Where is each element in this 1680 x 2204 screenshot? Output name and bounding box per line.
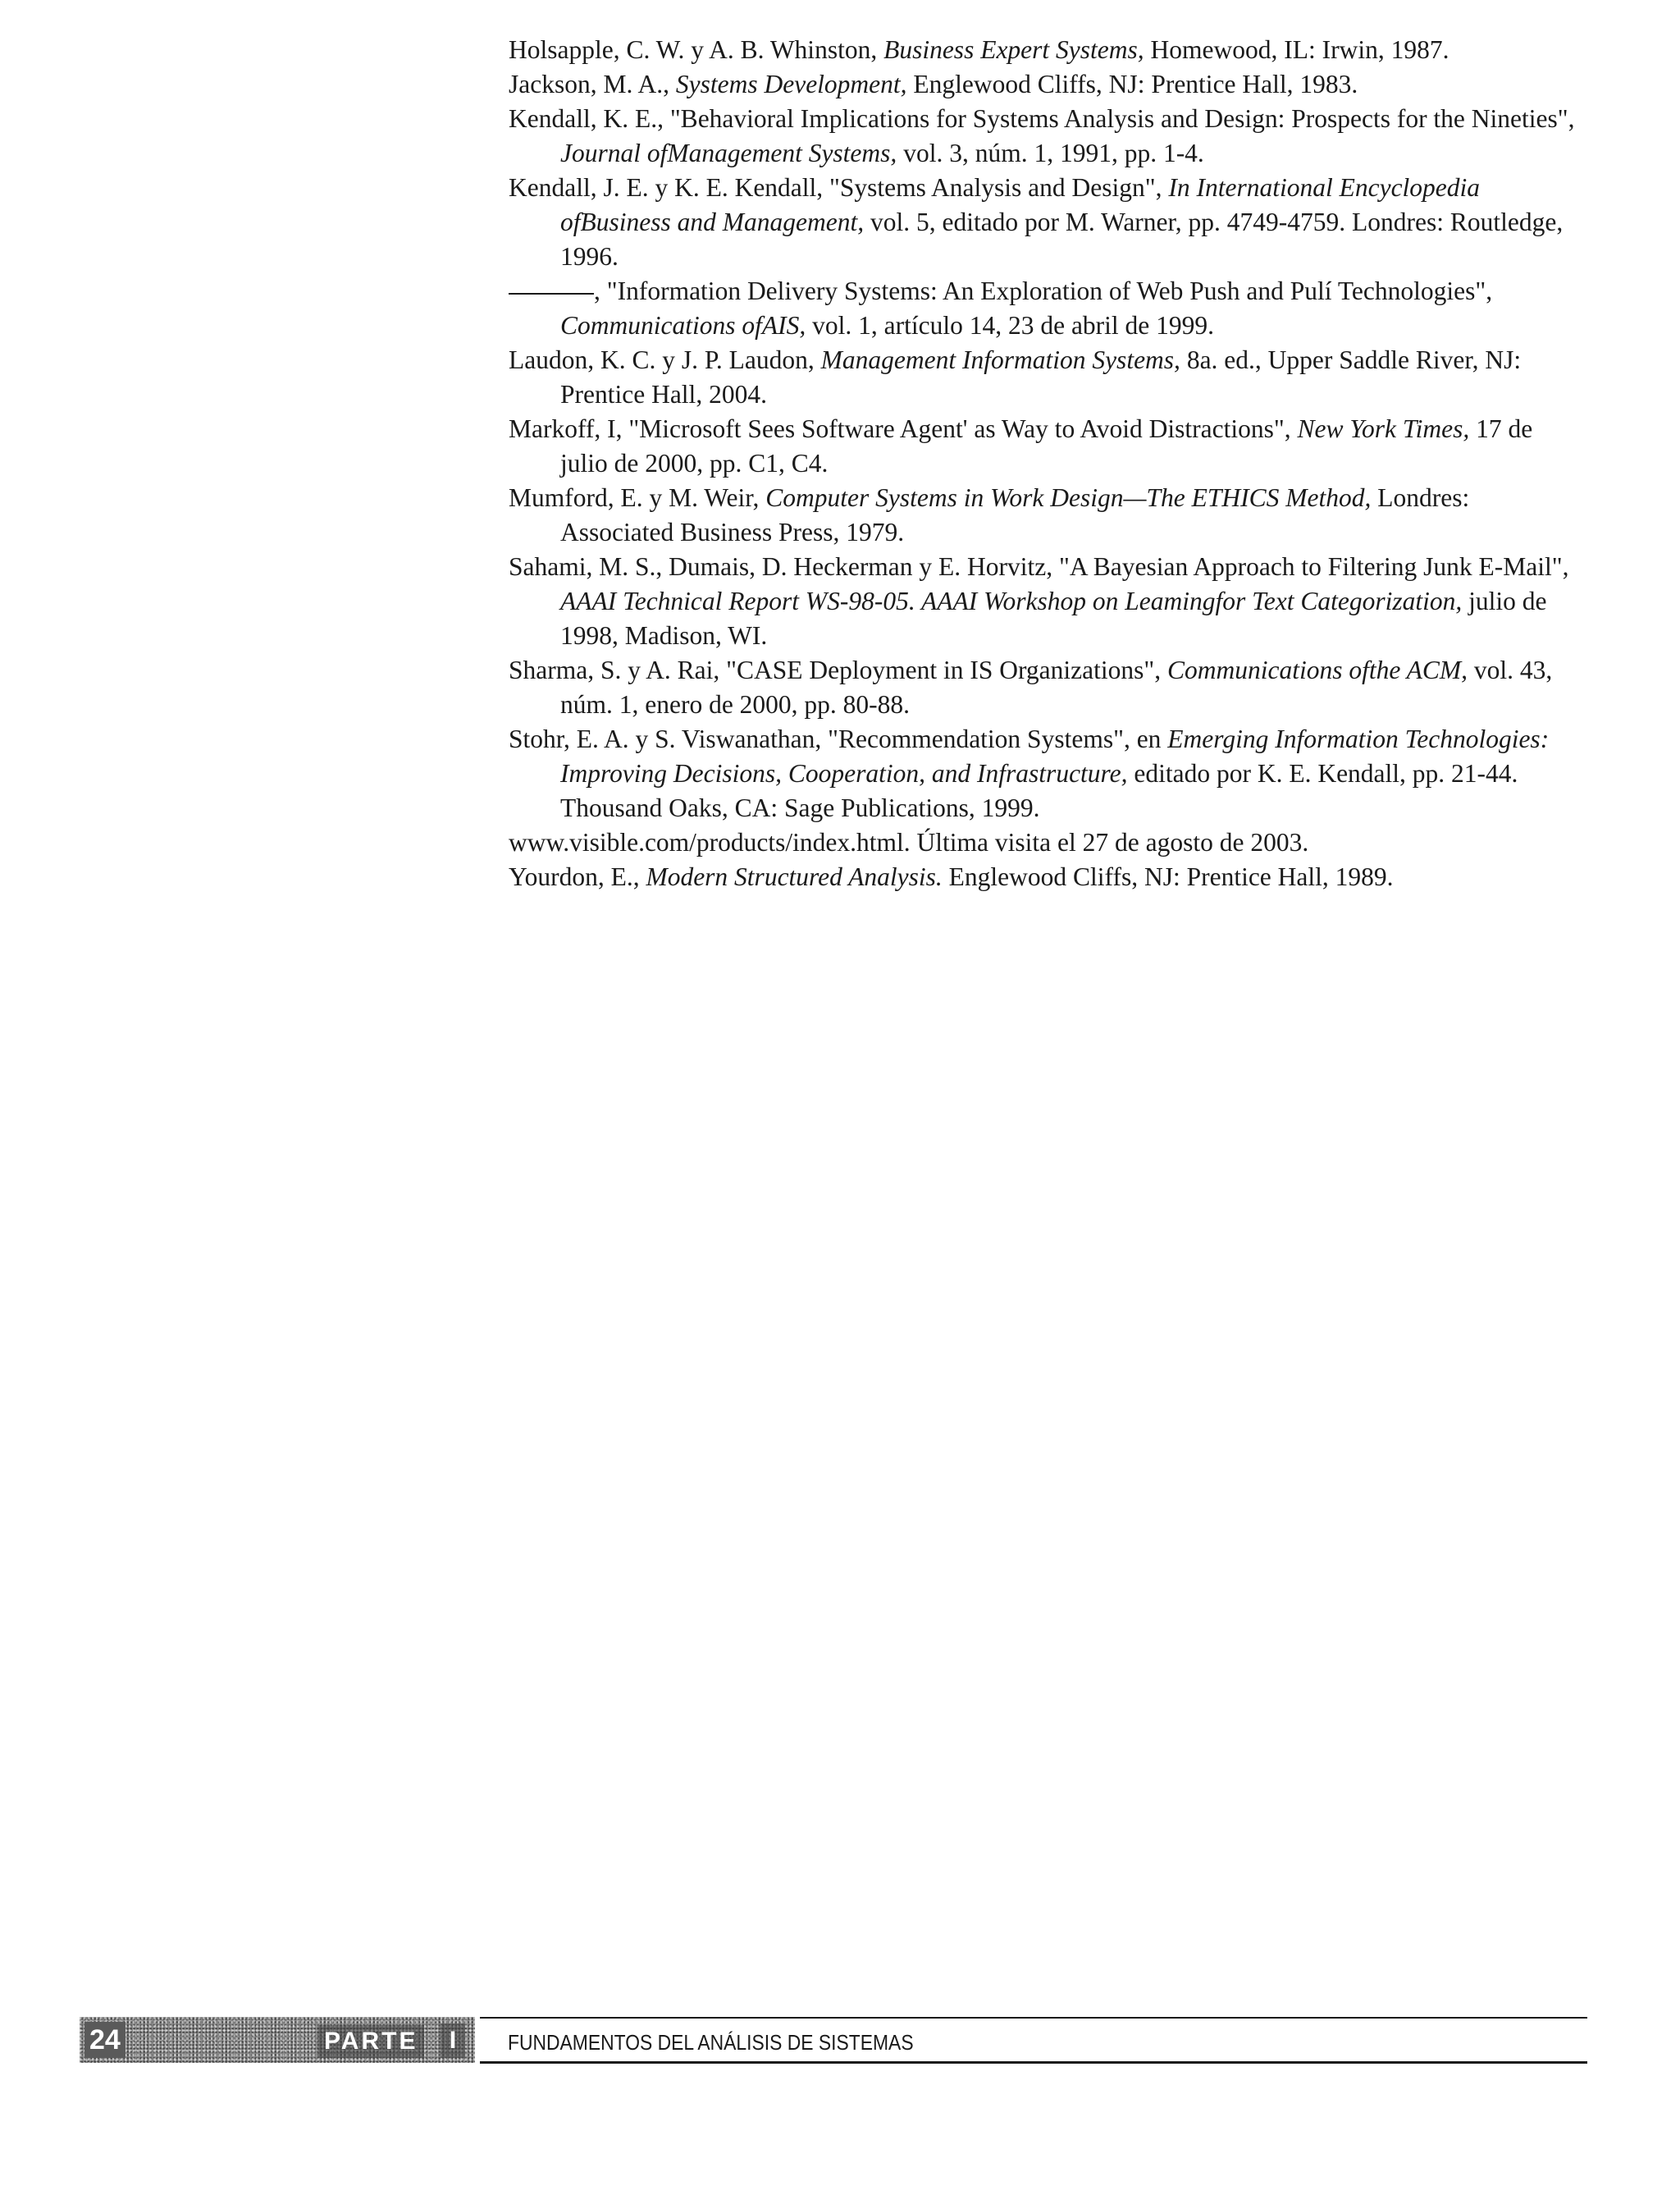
- reference-entry: Sharma, S. y A. Rai, "CASE Deployment in IS Organizations", Communications ofthe ACM, vol. 43, núm. 1, enero de 2000, pp. 80-88.: [509, 656, 1553, 719]
- section-title: FUNDAMENTOS DEL ANÁLISIS DE SISTEMAS: [508, 2030, 914, 2055]
- page-number: 24: [84, 2022, 126, 2058]
- reference-entry: , "Information Delivery Systems: An Exploration of Web Push and Pulí Technologies", Communications ofAIS, vol. 1, artículo 14, 23 de abril de 1999.: [509, 274, 1575, 343]
- reference-entry: Kendall, K. E., "Behavioral Implications for Systems Analysis and Design: Prospects for the Nineties", Journal ofManagement Systems, vol. 3, núm. 1, 1991, pp. 1-4.: [509, 104, 1575, 167]
- footer-rule-top: [480, 2017, 1587, 2019]
- reference-entry: Laudon, K. C. y J. P. Laudon, Management Information Systems, 8a. ed., Upper Saddle River, NJ: Prentice Hall, 2004.: [509, 345, 1522, 409]
- part-number: I: [441, 2023, 465, 2058]
- reference-entry: www.visible.com/products/index.html. Última visita el 27 de agosto de 2003.: [509, 828, 1309, 857]
- page-footer: [80, 2017, 1587, 2066]
- reference-entry: Sahami, M. S., Dumais, D. Heckerman y E. Horvitz, "A Bayesian Approach to Filtering Junk E-Mail", AAAI Technical Report WS-98-05. AAAI Workshop on Leamingfor Text Categorization, julio de 1998, Madison, WI.: [509, 552, 1569, 650]
- reference-entry: Jackson, M. A., Systems Development, Englewood Cliffs, NJ: Prentice Hall, 1983.: [509, 70, 1358, 98]
- reference-entry: Stohr, E. A. y S. Viswanathan, "Recommendation Systems", en Emerging Information Technologies: Improving Decisions, Cooperation, and Infrastructure, editado por K. E. Kendall, pp. 21-44. Thousand Oaks, CA: Sage Publications, 1999.: [509, 725, 1550, 822]
- author-repeat-dash: [509, 293, 594, 295]
- reference-entry: Yourdon, E., Modern Structured Analysis. Englewood Cliffs, NJ: Prentice Hall, 1989.: [509, 862, 1394, 891]
- part-label: PARTE: [317, 2025, 424, 2058]
- footer-rule-bottom: [480, 2061, 1587, 2064]
- reference-entry: Markoff, I, "Microsoft Sees Software Agent' as Way to Avoid Distractions", New York Times, 17 de julio de 2000, pp. C1, C4.: [509, 414, 1533, 478]
- reference-entry: Holsapple, C. W. y A. B. Whinston, Business Expert Systems, Homewood, IL: Irwin, 1987.: [509, 35, 1449, 64]
- reference-list: [509, 33, 1575, 894]
- reference-entry: Kendall, J. E. y K. E. Kendall, "Systems Analysis and Design", In International Encyclopedia ofBusiness and Management, vol. 5, editado por M. Warner, pp. 4749-4759. Londres: Routledge, 1996.: [509, 173, 1564, 271]
- reference-entry: Mumford, E. y M. Weir, Computer Systems in Work Design—The ETHICS Method, Londres: Associated Business Press, 1979.: [509, 483, 1470, 546]
